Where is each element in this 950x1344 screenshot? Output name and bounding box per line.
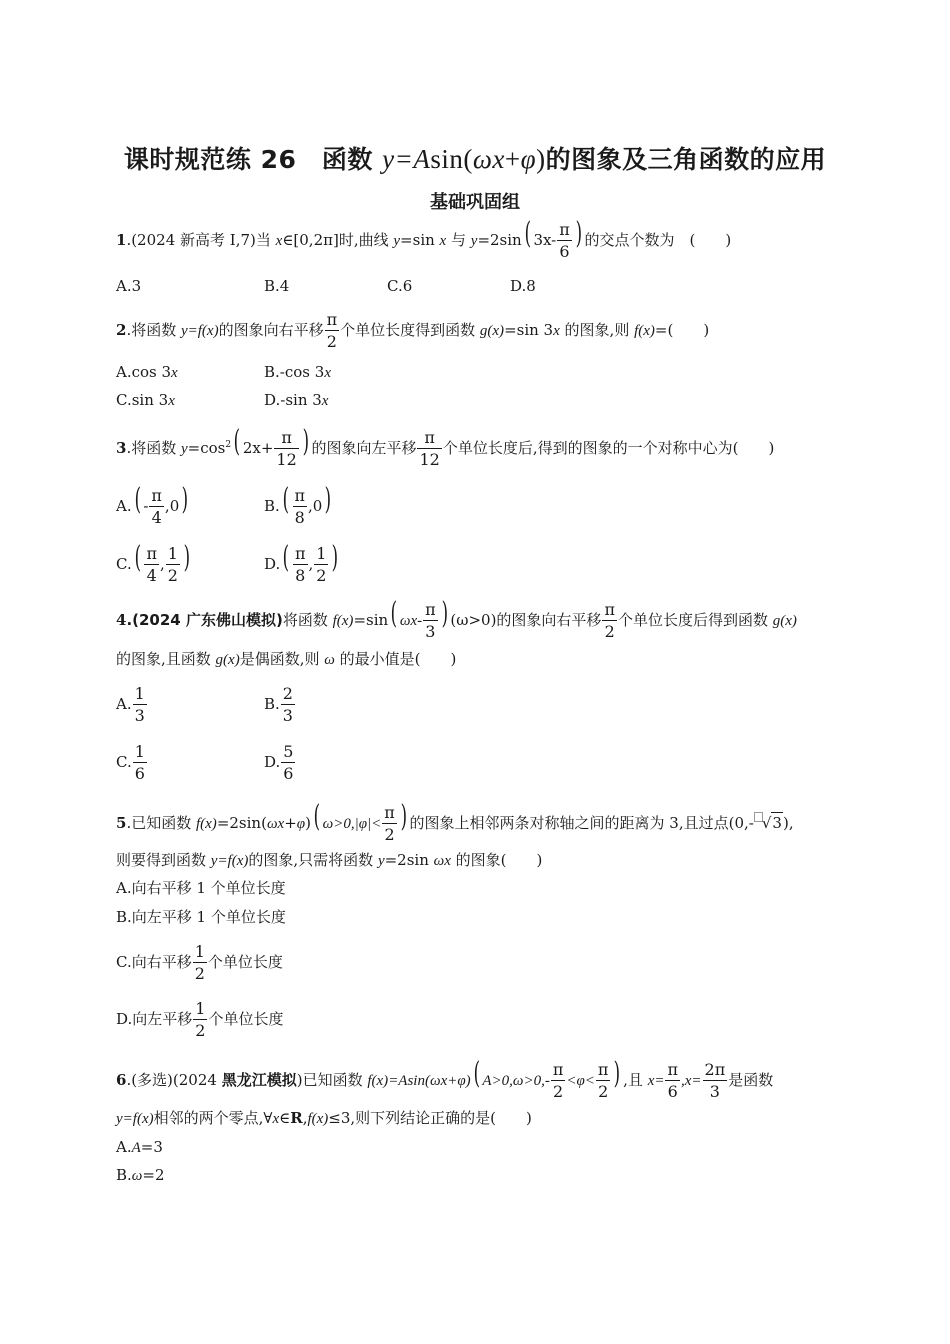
- fraction: $\frac{\pi}{3}$: [425, 600, 436, 641]
- q2-option-c: C.sin 3x: [116, 391, 175, 409]
- page-title: 课时规范练 26 函数 y=Asin(ωx+φ)的图象及三角函数的应用: [123, 144, 827, 174]
- q6-option-b: B.ω=2: [116, 1166, 165, 1184]
- q2-option-b: B.-cos 3x: [264, 363, 331, 381]
- question-5: 5.已知函数 f(x)=2sin(ωx+φ)( ω>0,|φ|< $\frac{\pi}{2}$ ) 的图象上相邻两条对称轴之间的距离为 3,且过点(0,- √3),: [116, 799, 794, 844]
- question-6-line-2: y=f(x)相邻的两个零点,∀x∈R,f(x)≤3,则下列结论正确的是( ): [116, 1109, 532, 1127]
- question-5-line-2: 则要得到函数 y=f(x)的图象,只需将函数 y=2sin ωx 的图象( ): [116, 851, 543, 869]
- q1-option-a: A.3: [116, 277, 142, 295]
- q6-option-a: A.A=3: [116, 1138, 163, 1156]
- q5-option-b: B.向左平移 1 个单位长度: [116, 908, 286, 926]
- q3-option-c: C.( $\frac{\pi}{4}$ , $\frac{1}{2}$ ): [116, 540, 191, 585]
- q4-option-b: B. $\frac{2}{3}$: [264, 684, 293, 725]
- q5-option-c: C.向右平移 $\frac{1}{2}$ 个单位长度: [116, 942, 283, 983]
- q1-option-b: B.4: [264, 277, 290, 295]
- fraction: $\frac{\pi}{2}$: [326, 310, 338, 351]
- fraction: $\frac{\pi}{12}$: [419, 428, 440, 469]
- q1-option-c: C.6: [387, 277, 413, 295]
- q3-option-a: A.( - $\frac{\pi}{4}$ ,0): [116, 482, 189, 527]
- question-4: 4.(2024 广东佛山模拟)将函数 f(x)=sin( ωx- $\frac{\pi}{3}$ ) (ω>0)的图象向右平移 $\frac{\pi}{2}$ 个单位长度后得到函数 g(x): [116, 596, 797, 641]
- q1-option-d: D.8: [510, 277, 536, 295]
- q2-option-a: A.cos 3x: [116, 363, 178, 381]
- q2-option-d: D.-sin 3x: [264, 391, 329, 409]
- q3-option-b: B.( $\frac{\pi}{8}$ ,0): [264, 482, 332, 527]
- q4-option-d: D. $\frac{5}{6}$: [264, 742, 294, 783]
- q3-option-d: D.( $\frac{\pi}{8}$ , $\frac{1}{2}$ ): [264, 540, 339, 585]
- sqrt-icon: √: [761, 814, 772, 832]
- fraction: $\frac{\pi}{2}$: [604, 600, 615, 641]
- question-6: 6.(多选)(2024 黑龙江模拟)已知函数 f(x)=Asin(ωx+φ)( A>0,ω>0,- $\frac{\pi}{2}$ <φ< $\frac{\pi}{2}$ ) ,且 x= $\frac{\pi}{6}$ ,x= $\frac{2\pi}{3}$ 是函数: [116, 1056, 774, 1101]
- q4-option-c: C. $\frac{1}{6}$: [116, 742, 145, 783]
- fraction: $\frac{\pi}{6}$: [559, 220, 570, 261]
- question-4-line-2: 的图象,且函数 g(x)是偶函数,则 ω 的最小值是( ): [116, 650, 457, 668]
- q5-option-a: A.向右平移 1 个单位长度: [116, 879, 286, 897]
- question-1: 1.(2024 新高考 Ⅰ,7)当 x∈[0,2π]时,曲线 y=sin x 与 y=2sin( 3x- $\frac{\pi}{6}$ ) 的交点个数为 ( ): [116, 216, 732, 261]
- section-title: 基础巩固组: [430, 192, 520, 213]
- question-2: 2.将函数 y=f(x)的图象向右平移 $\frac{\pi}{2}$ 个单位长度得到函数 g(x)=sin 3x 的图象,则 f(x)=( ): [116, 310, 710, 351]
- q5-option-d: D.向左平移 $\frac{1}{2}$ 个单位长度: [116, 999, 284, 1040]
- question-3: 3.将函数 $y=\cos^2$( 2x+ $\frac{\pi}{12}$ ) 的图象向左平移 $\frac{\pi}{12}$ 个单位长度后,得到的图象的一个对称中心为( ): [116, 424, 775, 469]
- fraction: $\frac{\pi}{12}$: [276, 428, 297, 469]
- q4-option-a: A. $\frac{1}{3}$: [116, 684, 145, 725]
- fraction: $\frac{\pi}{2}$: [384, 803, 395, 844]
